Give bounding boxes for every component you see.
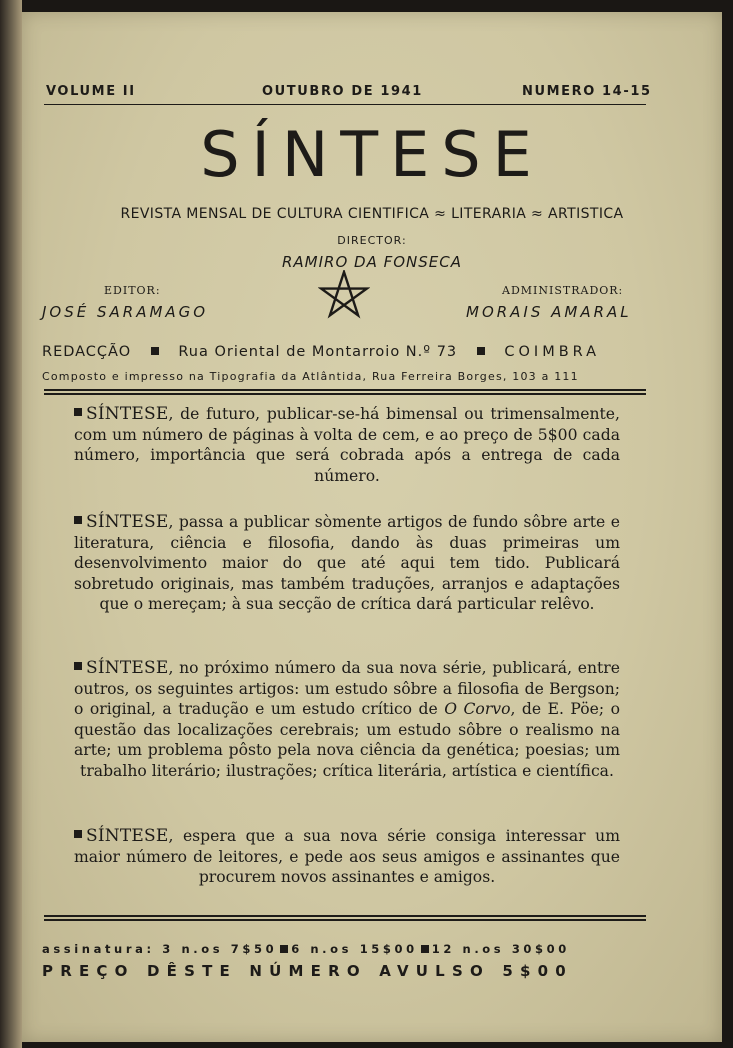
redaccao-label: REDACÇÃO: [42, 344, 132, 360]
notice-4: [74, 826, 620, 888]
director-name: RAMIRO DA FONSECA: [281, 253, 462, 271]
notice-text: , passa a publicar sòmente artigos de fundo sôbre arte e literatura, ciência e filosofia, dando às duas primeiras um desenvolvimento maior do que até aqui tem tido. Publicará sobretudo originais, mas também traduções, arranjos e adaptações que o mereçam; à sua secção de crítica dará particular relêvo.: [74, 513, 620, 614]
notice-keyword: SÍNTESE: [86, 658, 169, 678]
notice-italic-title: O Corvo: [444, 700, 511, 719]
subscription-price-6: 6 n.os 15$00: [291, 942, 418, 956]
notice-2: [74, 512, 620, 615]
square-bullet-icon: [477, 347, 485, 355]
top-double-rule-2: [44, 393, 646, 395]
notice-keyword: SÍNTESE: [86, 512, 169, 532]
square-bullet-icon: [74, 408, 82, 416]
editor-label: EDITOR:: [104, 284, 161, 297]
administrator-label: ADMINISTRADOR:: [502, 284, 624, 297]
director-label: DIRECTOR:: [337, 234, 407, 247]
subscription-line: [42, 942, 570, 956]
square-bullet-icon: [74, 662, 82, 670]
volume-label: VOLUME II: [46, 84, 136, 99]
editor-name: JOSÉ SARAMAGO: [42, 303, 209, 321]
notice-text: , de E. Pöe; o questão das localizações cerebrais; um estudo sôbre o realismo na arte; um problema pôsto pela nova ciência da genética; poesias; um trabalho literário; ilustrações; crítica literária, artística e científica.: [74, 700, 620, 780]
address-line: [42, 344, 600, 360]
subscription-price-12: 12 n.os 30$00: [431, 942, 570, 956]
top-double-rule-1: [44, 389, 646, 391]
notice-1: [74, 404, 620, 486]
notice-text: , de futuro, publicar-se-há bimensal ou trimensalmente, com um número de páginas à volta de cem, e ao preço de 5$00 cada número, importância que será cobrada após a entrega de cada número.: [74, 405, 620, 485]
subscription-label: assinatura:: [42, 942, 155, 956]
single-issue-price: PREÇO DÊSTE NÚMERO AVULSO 5$00: [42, 962, 573, 980]
notice-text: , espera que a sua nova série consiga interessar um maior número de leitores, e pede aos seus amigos e assinantes que procurem novos assinantes e amigos.: [74, 827, 620, 887]
notice-3: [74, 658, 620, 782]
street-address: Rua Oriental de Montarroio N.º 73: [178, 344, 458, 360]
notice-keyword: SÍNTESE: [86, 826, 169, 846]
bottom-double-rule-2: [44, 919, 646, 921]
square-bullet-icon: [151, 347, 159, 355]
administrator-name: MORAIS AMARAL: [466, 303, 632, 321]
issue-number: NUMERO 14-15: [522, 84, 652, 99]
square-bullet-icon: [74, 516, 82, 524]
magazine-page: [22, 12, 722, 1042]
square-bullet-icon: [74, 830, 82, 838]
issue-date: OUTUBRO DE 1941: [262, 84, 423, 99]
square-bullet-icon: [280, 945, 288, 953]
subscription-price-3: 3 n.os 7$50: [162, 942, 278, 956]
bottom-double-rule-1: [44, 915, 646, 917]
header-rule: [44, 104, 646, 105]
city-name: COIMBRA: [504, 344, 601, 360]
notice-keyword: SÍNTESE: [86, 404, 169, 424]
magazine-title: SÍNTESE: [200, 118, 544, 191]
imprint-line: Composto e impresso na Tipografia da Atlântida, Rua Ferreira Borges, 103 a 111: [42, 370, 579, 383]
book-binding: [0, 0, 22, 1048]
magazine-subtitle: REVISTA MENSAL DE CULTURA CIENTIFICA ≈ LITERARIA ≈ ARTISTICA: [120, 206, 624, 222]
square-bullet-icon: [421, 945, 429, 953]
notice-text: , no próximo número da sua nova série, publicará, entre outros, os seguintes artigos: um estudo sôbre a filosofia de Bergson; o original, a tradução e um estudo crítico de: [74, 659, 620, 719]
pentagram-icon: [318, 270, 370, 322]
